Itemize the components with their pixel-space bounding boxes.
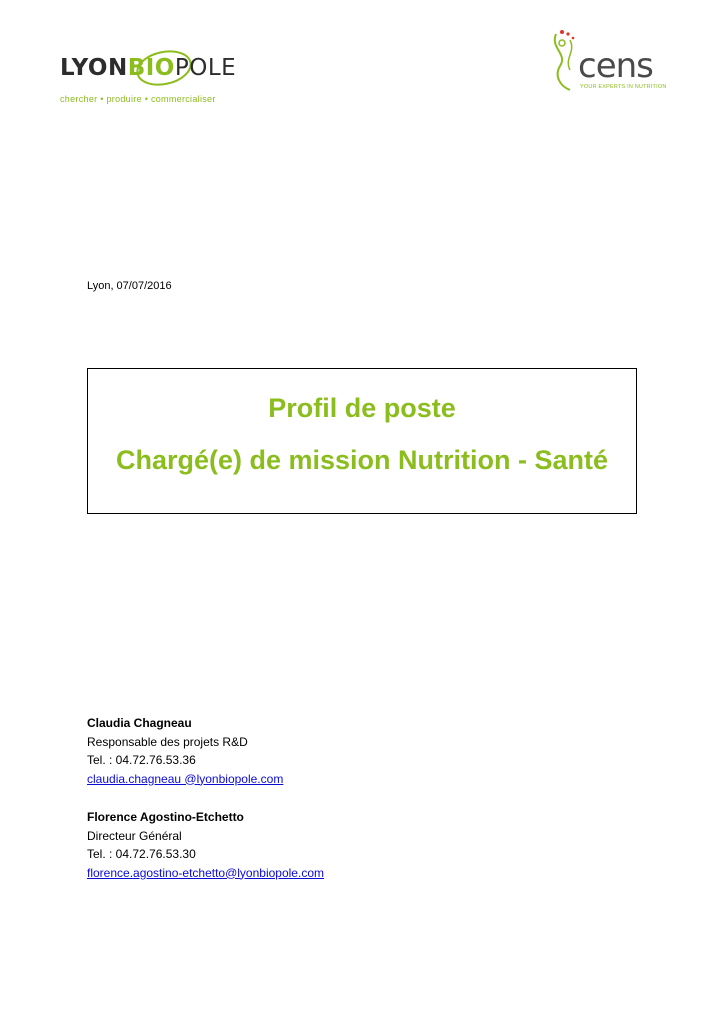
contacts-section: [87, 714, 324, 882]
lyonbiopole-logo: [60, 52, 237, 108]
contact-role: Directeur Général: [87, 828, 182, 843]
title-box: [87, 368, 637, 514]
contact-block: [87, 808, 324, 882]
title-line-1: Profil de poste: [268, 393, 456, 423]
cens-tagline: YOUR EXPERTS IN NUTRITION: [580, 84, 667, 90]
contact-name: Claudia Chagneau: [87, 716, 192, 730]
contact-email-link[interactable]: claudia.chagneau @lyonbiopole.com: [87, 771, 284, 786]
contact-email-link[interactable]: florence.agostino-etchetto@lyonbiopole.com: [87, 865, 324, 880]
lyonbiopole-wordmark: LYONBIOPOLE: [60, 55, 237, 81]
cens-figure-icon: [548, 28, 582, 94]
contact-phone: Tel. : 04.72.76.53.30: [87, 847, 196, 861]
contact-role: Responsable des projets R&D: [87, 734, 248, 749]
contact-phone: Tel. : 04.72.76.53.36: [87, 753, 196, 767]
cens-wordmark: cens: [578, 46, 653, 86]
document-date: Lyon, 07/07/2016: [87, 280, 172, 292]
title-line-2: Chargé(e) de mission Nutrition - Santé: [115, 445, 609, 475]
contact-block: [87, 714, 324, 788]
cens-logo: [548, 28, 667, 94]
lyonbiopole-tagline: chercher • produire • commercialiser: [60, 94, 216, 104]
contact-name: Florence Agostino-Etchetto: [87, 810, 244, 824]
